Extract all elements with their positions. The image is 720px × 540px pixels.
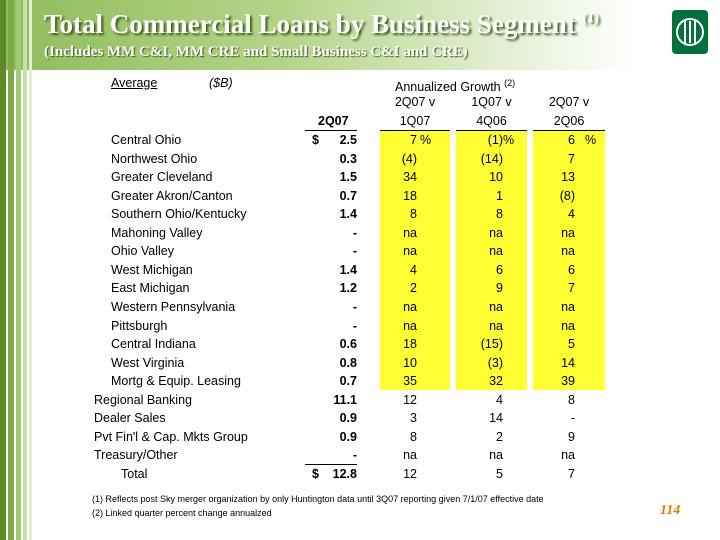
row-growth-1q: 12 — [403, 393, 417, 407]
row-value: 0.7 — [339, 374, 357, 388]
row-dollar-sign: $ — [312, 467, 319, 481]
row-growth-2q06: na — [561, 300, 575, 314]
row-growth-1q: na — [403, 244, 417, 258]
row-growth-1q: na — [403, 448, 417, 462]
row-value: 2.5 — [339, 133, 357, 147]
row-value: - — [352, 244, 357, 258]
row-growth-1q: 10 — [403, 356, 417, 370]
row-growth-4q06: na — [489, 300, 503, 314]
row-value: 12.8 — [332, 467, 357, 481]
header-underline-col2 — [456, 130, 527, 131]
row-growth-2q06: na — [561, 319, 575, 333]
row-label: Dealer Sales — [94, 411, 166, 425]
row-dollar-sign: $ — [312, 133, 319, 147]
row-growth-4q06: (15) — [480, 337, 503, 351]
company-logo-icon — [672, 10, 708, 54]
row-growth-2q06: na — [561, 226, 575, 240]
row-value: 1.4 — [339, 207, 357, 221]
row-growth-2q06: 7 — [568, 467, 575, 481]
left-stripe-4 — [23, 0, 27, 540]
page-title — [44, 9, 599, 40]
col2-header-bottom: 4Q06 — [476, 114, 507, 128]
row-value: 0.3 — [339, 152, 357, 166]
row-label: Total — [121, 467, 148, 481]
total-overline — [305, 464, 357, 465]
row-growth-4q06: 9 — [496, 281, 503, 295]
row-growth-1q: na — [403, 226, 417, 240]
row-growth-2q06: 5 — [568, 337, 575, 351]
row-label: Mahoning Valley — [111, 226, 203, 240]
row-growth-1q: 8 — [410, 430, 417, 444]
page-subtitle: (Includes MM C&I, MM CRE and Small Business C&I and CRE) — [44, 44, 468, 60]
row-value: 0.9 — [339, 411, 357, 425]
row-growth-4q06: na — [489, 319, 503, 333]
row-label: Regional Banking — [94, 393, 192, 407]
row-label: Treasury/Other — [94, 448, 178, 462]
row-growth-2q06: 4 — [568, 207, 575, 221]
row-growth-4q06: na — [489, 226, 503, 240]
row-label: Greater Cleveland — [111, 170, 213, 184]
left-stripe-3 — [16, 0, 21, 540]
row-growth-4q06: 14 — [489, 411, 503, 425]
row-growth-2q06: na — [561, 244, 575, 258]
row-value: - — [352, 319, 357, 333]
row-growth-1q: 35 — [403, 374, 417, 388]
row-label: Central Indiana — [111, 337, 196, 351]
row-growth-1q: 7 — [410, 133, 417, 147]
page-title-text: Total Commercial Loans by Business Segment — [44, 9, 576, 39]
row-growth-1q: 18 — [403, 337, 417, 351]
row-growth-1q: 2 — [410, 281, 417, 295]
page-number: 114 — [660, 503, 681, 518]
row-growth-2q06: na — [561, 448, 575, 462]
row-pct-sign-3: % — [585, 133, 597, 147]
row-growth-4q06: (14) — [480, 152, 503, 166]
row-value: - — [352, 448, 357, 462]
footnote-1: (1) Reflects post Sky merger organization by only Huntington data until 3Q07 reporting given 7/1/07 effective date — [92, 494, 544, 504]
row-value: 0.6 — [339, 337, 357, 351]
row-growth-4q06: 5 — [496, 467, 503, 481]
row-growth-4q06: 10 — [489, 170, 503, 184]
header-underline-col3 — [533, 130, 605, 131]
row-growth-1q: 18 — [403, 189, 417, 203]
row-growth-4q06: 8 — [496, 207, 503, 221]
row-growth-4q06: 2 — [496, 430, 503, 444]
row-growth-1q: 8 — [410, 207, 417, 221]
row-growth-2q06: 39 — [561, 374, 575, 388]
row-growth-1q: 3 — [410, 411, 417, 425]
row-growth-2q06: 8 — [568, 393, 575, 407]
footnote-2: (2) Linked quarter percent change annualzed — [92, 508, 272, 518]
row-value: - — [352, 226, 357, 240]
average-label: Average — [111, 76, 158, 90]
row-growth-2q06: 9 — [568, 430, 575, 444]
row-growth-2q06: 13 — [561, 170, 575, 184]
row-label: West Michigan — [111, 263, 193, 277]
row-growth-4q06: 6 — [496, 263, 503, 277]
row-growth-2q06: 14 — [561, 356, 575, 370]
row-growth-1q: (4) — [401, 152, 417, 166]
col1-header-bottom: 1Q07 — [399, 114, 431, 128]
col3-header-top: 2Q07 v — [548, 95, 590, 109]
row-value: 0.8 — [339, 356, 357, 370]
growth-header-text: Annualized Growth — [395, 80, 501, 95]
row-growth-4q06: 1 — [496, 189, 503, 203]
row-label: Northwest Ohio — [111, 152, 198, 166]
row-label: Pvt Fin'l & Cap. Mkts Group — [94, 430, 248, 444]
row-value: 1.2 — [339, 281, 357, 295]
row-growth-4q06: na — [489, 448, 503, 462]
value-column-header: 2Q07 — [318, 114, 349, 128]
row-value: 0.9 — [339, 430, 357, 444]
row-growth-1q: 34 — [403, 170, 417, 184]
row-value: 1.4 — [339, 263, 357, 277]
row-growth-2q06: 6 — [568, 133, 575, 147]
row-growth-1q: 12 — [403, 467, 417, 481]
row-growth-2q06: 7 — [568, 152, 575, 166]
row-pct-sign-2: % — [503, 133, 515, 147]
row-label: East Michigan — [111, 281, 190, 295]
left-stripe-1 — [0, 0, 6, 540]
row-pct-sign-1: % — [420, 133, 432, 147]
left-stripe-2 — [8, 0, 14, 540]
row-growth-2q06: (8) — [559, 189, 575, 203]
logo-divider — [656, 8, 660, 42]
row-growth-4q06: 32 — [489, 374, 503, 388]
row-growth-4q06: (1) — [487, 133, 503, 147]
row-growth-1q: 4 — [410, 263, 417, 277]
row-growth-4q06: 4 — [496, 393, 503, 407]
header-underline-col1 — [380, 130, 450, 131]
growth-header — [395, 76, 515, 95]
row-growth-2q06: 7 — [568, 281, 575, 295]
units-label: ($B) — [209, 76, 233, 90]
row-growth-1q: na — [403, 319, 417, 333]
col1-header-top: 2Q07 v — [394, 95, 436, 109]
left-stripe-5 — [29, 0, 32, 540]
col3-header-bottom: 2Q06 — [553, 114, 585, 128]
row-label: Southern Ohio/Kentucky — [111, 207, 247, 221]
row-label: Mortg & Equip. Leasing — [111, 374, 241, 388]
row-growth-2q06: 6 — [568, 263, 575, 277]
row-label: Greater Akron/Canton — [111, 189, 233, 203]
growth-footnote-marker: (2) — [504, 78, 516, 88]
row-value: - — [352, 300, 357, 314]
row-label: Central Ohio — [111, 133, 182, 147]
row-growth-1q: na — [403, 300, 417, 314]
row-label: Ohio Valley — [111, 244, 174, 258]
col2-header-top: 1Q07 v — [471, 95, 512, 109]
row-growth-4q06: na — [489, 244, 503, 258]
row-growth-4q06: (3) — [487, 356, 503, 370]
row-value: 0.7 — [339, 189, 357, 203]
row-label: Pittsburgh — [111, 319, 168, 333]
row-value: 11.1 — [333, 393, 357, 407]
row-growth-2q06: - — [570, 411, 575, 425]
row-label: West Virginia — [111, 356, 185, 370]
row-value: 1.5 — [339, 170, 357, 184]
title-footnote-marker: (1) — [582, 11, 599, 26]
header-underline-value — [305, 130, 357, 131]
row-label: Western Pennsylvania — [111, 300, 236, 314]
